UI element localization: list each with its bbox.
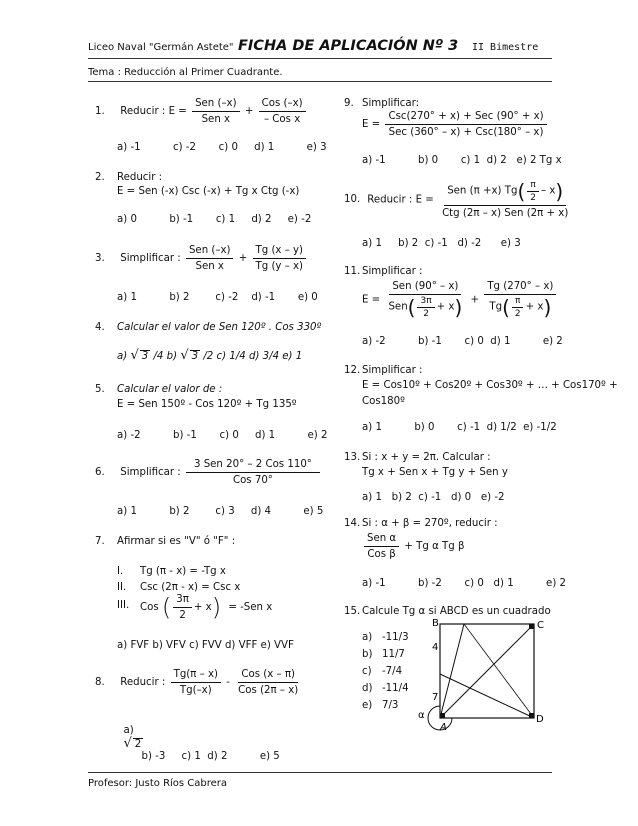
q2-line2: E = Sen (-x) Csc (-x) + Tg x Ctg (-x) xyxy=(117,186,300,197)
q13-line2: Tg x + Sen x + Tg y + Sen y xyxy=(362,467,508,478)
q14-n: Sen α xyxy=(364,532,399,547)
q3-options: a) 1 b) 2 c) -2 d) -1 e) 0 xyxy=(117,292,318,303)
q10 xyxy=(344,180,573,220)
q3-d1: Sen x xyxy=(195,261,224,272)
q1-frac1 xyxy=(192,97,240,126)
q1-options: a) -1 c) -2 c) 0 d) 1 e) 3 xyxy=(117,142,327,153)
q4-r2: 3 xyxy=(191,351,199,362)
q10-n-fd: 2 xyxy=(530,193,536,203)
q7-s3-d: 2 xyxy=(179,610,186,621)
q7-options: a) FVF b) VFV c) FVV d) VFF e) VVF xyxy=(117,640,294,651)
q4-a: a) xyxy=(117,351,128,362)
q11-d2-fd: 2 xyxy=(514,309,521,319)
q7-s3-plus: + x xyxy=(193,602,212,613)
q10-n-fn: π xyxy=(527,180,538,192)
q7-i3: III. xyxy=(117,600,130,611)
q8-rest: b) -3 c) 1 d) 2 e) 5 xyxy=(141,751,280,762)
paren-icon: ) xyxy=(555,179,564,204)
q15-opt-value: -7/4 xyxy=(382,666,403,677)
q4-r1: 3 xyxy=(141,351,149,362)
label-b: B xyxy=(432,618,439,629)
q12-options: a) 1 b) 0 c) -1 d) 1/2 e) -1/2 xyxy=(362,422,557,433)
q14-number: 14. xyxy=(344,518,361,529)
q13-options: a) 1 b) 2 c) -1 d) 0 e) -2 xyxy=(362,492,505,503)
q5-line1: Calcular el valor de : xyxy=(117,384,223,395)
q11-d2-b: + x xyxy=(525,301,544,313)
label-c: C xyxy=(537,620,544,631)
segment-side-to-d xyxy=(440,674,534,718)
q10-frac xyxy=(439,180,571,220)
q11-number: 11. xyxy=(344,266,361,277)
q1-n1: Sen (–x) xyxy=(192,97,240,112)
q11-n2: Tg (270° – x) xyxy=(484,280,556,295)
q10-n xyxy=(444,180,566,206)
q3 xyxy=(95,244,308,273)
q1-d2: – Cos x xyxy=(263,114,301,125)
q11-d1-frac xyxy=(417,296,434,319)
q2-options: a) 0 b) -1 c) 1 d) 2 e) -2 xyxy=(117,214,312,225)
q14-rest: + Tg α Tg β xyxy=(404,541,465,552)
q11-d1 xyxy=(385,295,465,320)
q15-opt-label: c) xyxy=(362,666,372,677)
q15-options xyxy=(362,632,409,717)
q13-line1: Si : x + y = 2π. Calcular : xyxy=(362,452,491,463)
q8-frac2 xyxy=(235,668,301,697)
q7-s3-fn: Cos xyxy=(140,602,159,613)
q15-opt-value: 11/7 xyxy=(382,649,405,660)
paren-icon: ) xyxy=(211,593,222,622)
diagonal-ac xyxy=(440,624,534,718)
q4-number: 4. xyxy=(95,322,105,333)
q15-option xyxy=(362,649,409,666)
q14-line1: Si : α + β = 270º, reducir : xyxy=(362,518,498,529)
paren-icon: ) xyxy=(543,295,552,320)
paren-icon: ( xyxy=(161,593,172,622)
q1-frac2 xyxy=(259,97,306,126)
q8-options xyxy=(117,714,280,762)
q15-option xyxy=(362,666,409,683)
q1-plus: + xyxy=(244,106,254,117)
q7-s3-rhs: = -Sen x xyxy=(228,602,273,613)
q7-text: Afirmar si es "V" ó "F" : xyxy=(117,536,236,547)
q1-d1: Sen x xyxy=(201,114,231,125)
q8-prefix: Reducir : xyxy=(120,677,166,688)
sqrt-icon: √ xyxy=(123,736,132,751)
q11-plus: + xyxy=(470,294,480,306)
q6-prefix: Simplificar : xyxy=(120,467,181,478)
q1-number: 1. xyxy=(95,106,105,117)
q15-opt-value: -11/4 xyxy=(382,683,409,694)
q7-number: 7. xyxy=(95,536,105,547)
q14-expr xyxy=(362,532,465,561)
q13-number: 13. xyxy=(344,452,361,463)
q11-n1: Sen (90° – x) xyxy=(389,280,461,295)
q11-expr xyxy=(362,280,558,320)
square-figure xyxy=(410,614,550,734)
term-label: II Bimestre xyxy=(472,42,539,53)
label-a: A xyxy=(440,722,447,733)
paren-icon: ( xyxy=(502,295,510,320)
q7-s3-n: 3π xyxy=(173,593,192,608)
q2-number: 2. xyxy=(95,172,105,183)
q6-options: a) 1 b) 2 c) 3 d) 4 e) 5 xyxy=(117,506,324,517)
q8-d2: Cos (2π – x) xyxy=(238,685,299,696)
q11-frac1 xyxy=(385,280,465,320)
q4-text: Calcular el valor de Sen 120º . Cos 330º xyxy=(117,322,322,333)
q8-frac1 xyxy=(171,668,221,697)
q11-d1-a: Sen xyxy=(388,301,408,313)
page-title: FICHA DE APLICACIÓN Nº 3 xyxy=(238,38,459,54)
q11-d2 xyxy=(486,295,554,320)
q8-n1: Tg(π – x) xyxy=(171,668,221,683)
side-label-4: 4 xyxy=(432,642,439,653)
q6-number: 6. xyxy=(95,467,105,478)
q15-option xyxy=(362,632,409,649)
q10-options: a) 1 b) 2 c) -1 d) -2 e) 3 xyxy=(362,238,521,249)
segment-top xyxy=(464,624,534,718)
q8-n2: Cos (x – π) xyxy=(238,668,298,683)
corner-mark-d xyxy=(529,713,534,718)
q8-number: 8. xyxy=(95,677,105,688)
q10-prefix: Reducir : E = xyxy=(367,194,434,206)
q11-d2-a: Tg xyxy=(489,301,503,313)
side-label-7: 7 xyxy=(432,692,439,703)
q9-line1: Simplificar: xyxy=(362,98,420,109)
q15-number: 15. xyxy=(344,606,361,617)
q11-line1: Simplificar : xyxy=(362,266,423,277)
header-rule xyxy=(88,58,552,59)
q15-text: Calcule Tg α si ABCD es un cuadrado xyxy=(362,606,551,617)
topic: Tema : Reducción al Primer Cuadrante. xyxy=(88,67,283,78)
q1 xyxy=(95,97,308,126)
q11-d1-fd: 2 xyxy=(423,309,429,319)
q14-d: Cos β xyxy=(367,549,396,560)
label-d: D xyxy=(536,714,544,725)
q1-n2: Cos (–x) xyxy=(259,97,306,112)
q8-r: 2 xyxy=(134,739,142,750)
alpha-label: α xyxy=(418,710,425,721)
q3-d2: Tg (y – x) xyxy=(255,261,304,272)
q15-opt-value: -11/3 xyxy=(382,632,409,643)
topic-rule xyxy=(88,81,552,82)
q3-plus: + xyxy=(238,253,248,264)
q6 xyxy=(95,458,322,487)
sqrt-icon: √ xyxy=(180,348,189,363)
q15-opt-label: e) xyxy=(362,700,373,711)
q9-n: Csc(270° + x) + Sec (90° + x) xyxy=(385,110,546,125)
q9-expr xyxy=(362,110,549,139)
q15-option xyxy=(362,683,409,700)
q12-line3: Cos180º xyxy=(362,396,405,407)
q9-number: 9. xyxy=(344,98,354,109)
q7-s3-frac xyxy=(173,593,192,622)
paren-icon: ) xyxy=(454,295,463,320)
corner-mark-c xyxy=(529,624,534,629)
q11-d2-frac xyxy=(512,296,524,319)
q11-prefix: E = xyxy=(362,294,381,306)
q7-s2: Csc (2π - x) = Csc x xyxy=(140,582,241,593)
q10-number: 10. xyxy=(344,194,361,206)
q11-d1-b: + x xyxy=(436,301,455,313)
q11-options: a) -2 b) -1 c) 0 d) 1 e) 2 xyxy=(362,336,563,347)
q3-prefix: Simplificar : xyxy=(120,253,181,264)
q4-t1: /4 b) xyxy=(153,351,178,362)
q5-number: 5. xyxy=(95,384,105,395)
q15-option xyxy=(362,700,409,717)
q15-opt-value: 7/3 xyxy=(382,700,399,711)
q5-options: a) -2 b) -1 c) 0 d) 1 e) 2 xyxy=(117,430,328,441)
paren-icon: ( xyxy=(517,179,526,204)
q10-d: Ctg (2π – x) Sen (2π + x) xyxy=(442,207,569,219)
q3-frac2 xyxy=(253,244,307,273)
q11-d1-fn: 3π xyxy=(417,296,434,308)
q12-line1: Simplificar : xyxy=(362,365,423,376)
q12-number: 12. xyxy=(344,365,361,376)
q11-frac2 xyxy=(484,280,556,320)
q4-options xyxy=(117,348,302,363)
q3-number: 3. xyxy=(95,253,105,264)
q6-d: Cos 70° xyxy=(232,475,273,486)
q1-prefix: Reducir : E = xyxy=(120,106,187,117)
q8-d1: Tg(–x) xyxy=(179,685,212,696)
q10-n-b: – x xyxy=(540,185,556,197)
segment-a-to-side xyxy=(440,624,464,718)
q8-minus: - xyxy=(226,677,230,688)
q11-d2-fn: π xyxy=(512,296,523,308)
q15-opt-label: b) xyxy=(362,649,373,660)
corner-mark-a xyxy=(440,713,445,718)
q3-frac1 xyxy=(186,244,234,273)
q7-s1: Tg (π - x) = -Tg x xyxy=(140,566,226,577)
q10-n-a: Sen (π +x) Tg xyxy=(447,185,518,197)
q3-n2: Tg (x – y) xyxy=(253,244,307,259)
q14-frac xyxy=(364,532,399,561)
q9-options: a) -1 b) 0 c) 1 d) 2 e) 2 Tg x xyxy=(362,155,562,166)
q14-options: a) -1 b) -2 c) 0 d) 1 e) 2 xyxy=(362,578,567,589)
q7-s3 xyxy=(140,593,272,622)
q4-t2: /2 c) 1/4 d) 3/4 e) 1 xyxy=(203,351,303,362)
school-name: Liceo Naval "Germán Astete" xyxy=(88,42,234,53)
q5-line2: E = Sen 150º - Cos 120º + Tg 135º xyxy=(117,399,297,410)
footer-rule xyxy=(88,772,552,773)
sqrt-icon: √ xyxy=(130,348,139,363)
q9-frac xyxy=(385,110,546,139)
q15-opt-label: a) xyxy=(362,632,373,643)
q6-frac xyxy=(186,458,320,487)
q2-line1: Reducir : xyxy=(117,172,163,183)
q3-n1: Sen (–x) xyxy=(186,244,234,259)
q8 xyxy=(95,668,303,697)
q8-a: a) xyxy=(123,725,134,736)
q9-prefix: E = xyxy=(362,119,381,130)
q15-opt-label: d) xyxy=(362,683,373,694)
q9-d: Sec (360° – x) + Csc(180° – x) xyxy=(388,127,544,138)
q6-n: 3 Sen 20° – 2 Cos 110° xyxy=(186,458,320,473)
q12-line2: E = Cos10º + Cos20º + Cos30º + … + Cos170º + xyxy=(362,380,618,391)
footer-teacher: Profesor: Justo Ríos Cabrera xyxy=(88,778,228,789)
q7-i2: II. xyxy=(117,582,127,593)
q7-i1: I. xyxy=(117,566,124,577)
paren-icon: ( xyxy=(407,295,416,320)
q10-n-frac xyxy=(527,180,539,203)
